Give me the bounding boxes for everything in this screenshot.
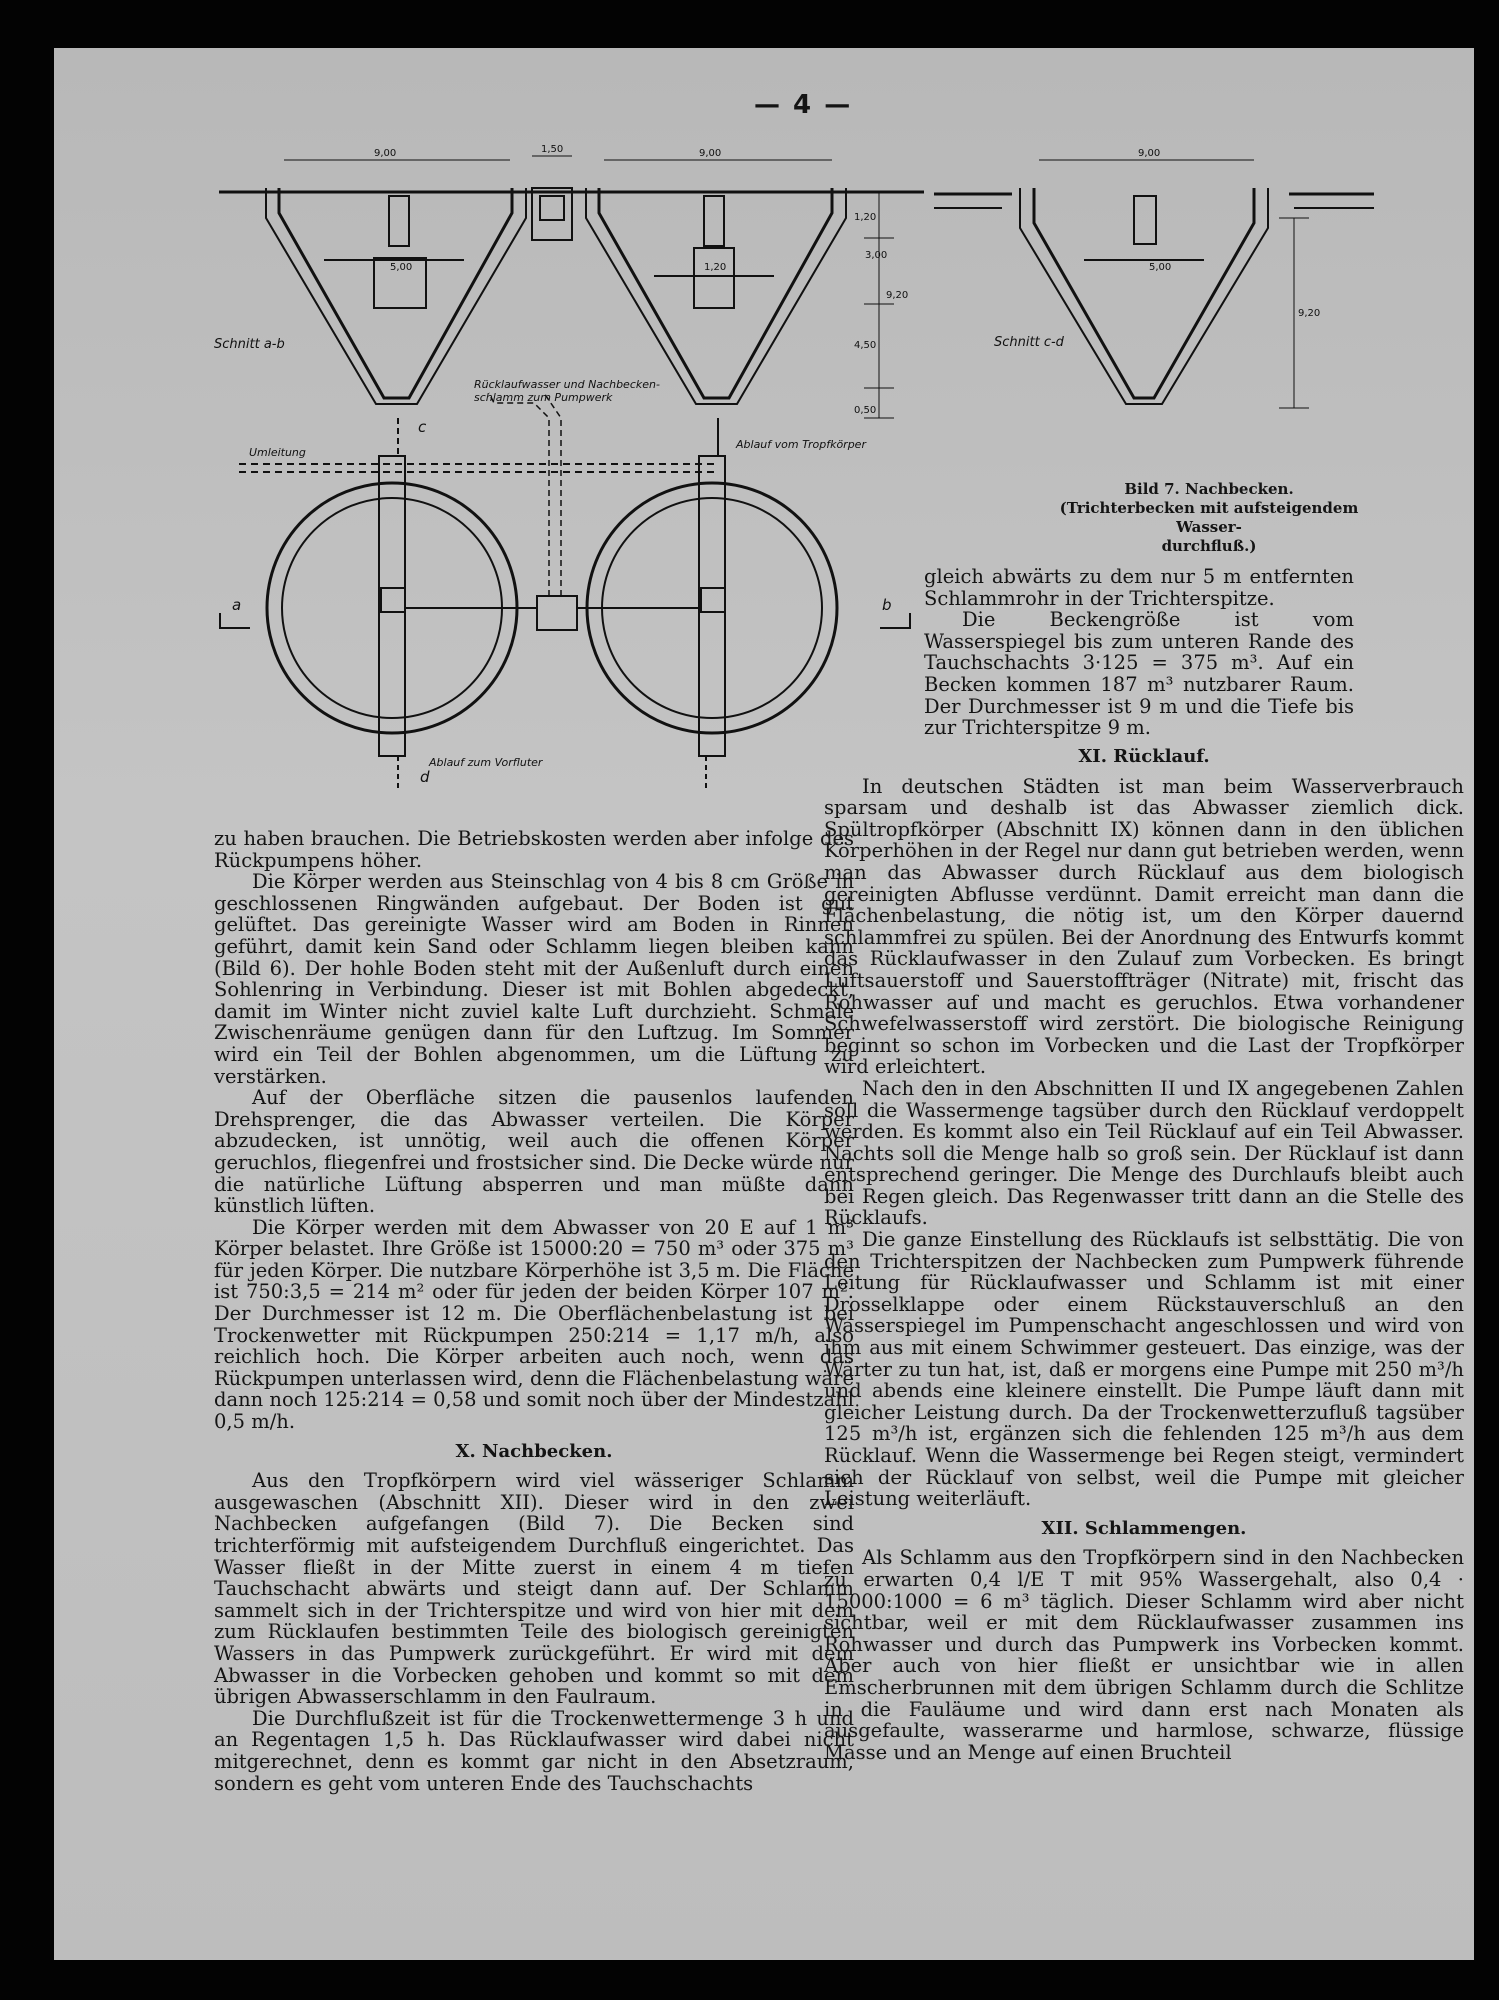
paragraph: Die Durchflußzeit ist für die Trockenwettermenge 3 h und an Regentagen 1,5 h. Das Rücklaufwasser wird dabei nicht mitgerechnet, denn es kommt gar nicht in den Absetzraum, sondern es geht vom unteren Ende des Tauchschachts [214, 1706, 854, 1795]
dim-label: 9,00 [699, 148, 722, 159]
section-heading: XI. Rücklauf. [1078, 746, 1210, 767]
left-column [214, 828, 854, 1794]
dim-label: 0,50 [854, 405, 877, 416]
right-column [824, 738, 1464, 1763]
funnel-3-section [1020, 160, 1268, 404]
label-ablauf-tropfkoerper: Ablauf vom Tropfkörper [736, 438, 866, 451]
mark-b: b [882, 596, 892, 614]
mark-d: d [420, 768, 430, 786]
basin-plan-1 [267, 456, 517, 756]
dim-label: 4,50 [854, 340, 877, 351]
dim-label: 1,50 [541, 144, 564, 155]
dim-label: 9,00 [1138, 148, 1161, 159]
label-schnitt-cd: Schnitt c-d [994, 335, 1064, 350]
paragraph: Aus den Tropfkörpern wird viel wässeriger Schlamm ausgewaschen (Abschnitt XII). Dieser wird in den zwei Nachbecken aufgefangen (Bild 7). Die Becken sind trichterförmig mit aufsteigendem Durchfluß eingerichtet. Das Wasser fließt in der Mitte zuerst in einem 4 m tiefen Tauchschacht abwärts und steigt dann auf. Der Schlamm sammelt sich in der Trichterspitze und wird von hier mit dem zum Rücklaufen bestimmten Teile des biologisch gereinigten Wassers in das Pumpwerk zurückgeführt. Er wird mit dem Abwasser in die Vorbecken gehoben und kommt so mit dem übrigen Abwasserschlamm in den Faulraum. [214, 1469, 854, 1709]
paragraph: Die Körper werden aus Steinschlag von 4 bis 8 cm Größe in geschlossenen Ringwänden aufgebaut. Der Boden ist gut gelüftet. Das gereinigte Wasser wird am Boden in Rinnen geführt, damit kein Sand oder Schlamm liegen bleiben kann (Bild 6). Der hohle Boden steht mit der Außenluft durch einen Sohlenring in Verbindung. Dieser ist mit Bohlen abgedeckt, damit im Winter nicht zuviel kalte Luft durchzieht. Schmale Zwischenräume genügen dann für den Luftzug. Im Sommer wird ein Teil der Bohlen abgenommen, um die Lüftung zu verstärken. [214, 870, 854, 1088]
paragraph: Als Schlamm aus den Tropfkörpern sind in den Nachbecken zu erwarten 0,4 l/E T mit 95% Wassergehalt, also 0,4 · 15000:1000 = 6 m³ täglich. Dieser Schlamm wird aber nicht sichtbar, weil er mit dem Rücklaufwasser zusammen ins Rohwasser und durch das Pumpwerk ins Vorbecken kommt. Aber auch von hier fließt er unsichtbar wie in allen Emscherbrunnen mit dem übrigen Schlamm durch die Schlitze in die Fauläume und wird dann erst nach Monaten als ausgefaulte, wasserarme und harmlose, schwarze, flüssige Masse und an Menge auf einen Bruchteil [824, 1546, 1464, 1764]
mark-c: c [418, 418, 427, 436]
dim-label: 3,00 [865, 250, 888, 261]
funnel-2-section [586, 188, 846, 404]
dim-label: 5,00 [1149, 262, 1172, 273]
paragraph: zu haben brauchen. Die Betriebskosten werden aber infolge des Rückpumpens höher. [214, 827, 854, 872]
dim-label: 5,00 [390, 262, 413, 273]
paragraph: Nach den in den Abschnitten II und IX angegebenen Zahlen soll die Wassermenge tagsüber durch den Rücklauf verdoppelt werden. Es kommt also ein Teil Rücklauf auf ein Teil Abwasser. Nachts soll die Menge halb so groß sein. Der Rücklauf ist dann entsprechend geringer. Die Menge des Durchlaufs bleibt auch bei Regen gleich. Das Regenwasser tritt dann an die Stelle des Rücklaufs. [824, 1076, 1464, 1230]
funnel-1-section [266, 188, 526, 404]
section-heading: XII. Schlammengen. [1041, 1517, 1247, 1539]
paragraph: Die Körper werden mit dem Abwasser von 20 E auf 1 m³ Körper belastet. Ihre Größe ist 15000:20 = 750 m³ oder 375 m³ für jeden Körper. Die nutzbare Körperhöhe ist 3,5 m. Die Fläche ist 750:3,5 = 214 m² oder für jeden der beiden Körper 107 m². Der Durchmesser ist 12 m. Die Oberflächenbelastung ist bei Trockenwetter mit Rückpumpen 250:214 = 1,17 m/h, also reichlich hoch. Die Körper arbeiten auch noch, wenn das Rückpumpen unterlassen wird, denn die Flächenbelastung wäre dann noch 125:214 = 0,58 und somit noch über der Mindestzahl 0,5 m/h. [214, 1215, 855, 1434]
document-page [54, 48, 1474, 1960]
paragraph: In deutschen Städten ist man beim Wasserverbrauch sparsam und deshalb ist das Abwasser ziemlich dick. Spültropfkörper (Abschnitt IX) können dann in den üblichen Körperhöhen in der Regel nur dann gut betrieben werden, wenn man das Abwasser durch Rücklauf aus dem biologisch gereinigten Abflusse verdünnt. Damit erreicht man dann die Flächenbelastung, die nötig ist, um den Körper dauernd schlammfrei zu spülen. Bei der Anordnung des Entwurfs kommt das Rücklaufwasser in den Zulauf zum Vorbecken. Es bringt Luftsauerstoff und Sauerstoffträger (Nitrate) mit, frischt das Rohwasser auf und macht es geruchlos. Etwa vorhandener Schwefelwasserstoff wird zerstört. Die biologische Reinigung beginnt so schon im Vorbecken und die Last der Tropfkörper wird erleichtert. [824, 774, 1464, 1079]
section-heading: X. Nachbecken. [455, 1440, 613, 1462]
dim-label: 9,00 [374, 148, 397, 159]
label-schnitt-ab: Schnitt a-b [214, 337, 285, 352]
paragraph: Auf der Oberfläche sitzen die pausenlos laufenden Drehsprenger, die das Abwasser verteilen. Die Körper abzudecken, ist unnötig, weil auch die offenen Körper geruchlos, fliegenfrei und frostsicher sind. Die Decke würde nur die natürliche Lüftung absperren und man müßte dann künstlich lüften. [214, 1086, 854, 1218]
dim-label: 1,20 [704, 262, 727, 273]
label-ablauf-vorfluter: Ablauf zum Vorfluter [429, 756, 543, 769]
label-ruecklauf-1: Rücklaufwasser und Nachbecken- [474, 378, 660, 391]
caption-line: durchfluß.) [1161, 537, 1257, 555]
caption-line: Bild 7. Nachbecken. [1124, 480, 1294, 498]
basin-plan-2 [587, 456, 837, 756]
label-ruecklauf-2: schlamm zum Pumpwerk [474, 391, 613, 404]
figure-caption [1059, 480, 1359, 556]
right-column-top [924, 566, 1354, 739]
dim-label: 9,20 [1298, 308, 1321, 319]
page-number: — 4 — [754, 90, 853, 120]
paragraph: Die ganze Einstellung des Rücklaufs ist selbsttätig. Die von den Trichterspitzen der Nachbecken zum Pumpwerk führende Leitung für Rücklaufwasser und Schlamm ist mit einer Drosselklappe oder einem Rückstauverschluß an den Wasserspiegel im Pumpenschacht angeschlossen und wird von ihm aus mit einem Schwimmer gesteuert. Das einzige, was der Wärter zu tun hat, ist, daß er morgens eine Pumpe mit 250 m³/h und abends eine kleinere einstellt. Die Pumpe läuft dann mit gleicher Leistung durch. Da der Trockenwetterzufluß tagsüber 125 m³/h ist, ergänzen sich die fehlenden 125 m³/h aus dem Rücklauf. Wenn die Wassermenge bei Regen steigt, vermindert sich der Rücklauf von selbst, weil die Pumpe mit gleicher Leistung weiterläuft. [824, 1228, 1464, 1511]
dim-label: 1,20 [854, 212, 877, 223]
paragraph: Die Beckengröße ist vom Wasserspiegel bis zum unteren Rande des Tauchschachts 3·125 = 375 m³. Auf ein Becken kommen 187 m³ nutzbarer Raum. Der Durchmesser ist 9 m und die Tiefe bis zur Trichterspitze 9 m. [924, 608, 1354, 740]
mark-a: a [232, 596, 242, 614]
caption-line: (Trichterbecken mit aufsteigendem Wasser- [1059, 499, 1359, 536]
label-umleitung: Umleitung [249, 446, 306, 459]
paragraph: gleich abwärts zu dem nur 5 m entfernten Schlammrohr in der Trichterspitze. [924, 565, 1354, 610]
pump-chamber-plan [537, 596, 577, 630]
dim-label: 9,20 [886, 290, 909, 301]
